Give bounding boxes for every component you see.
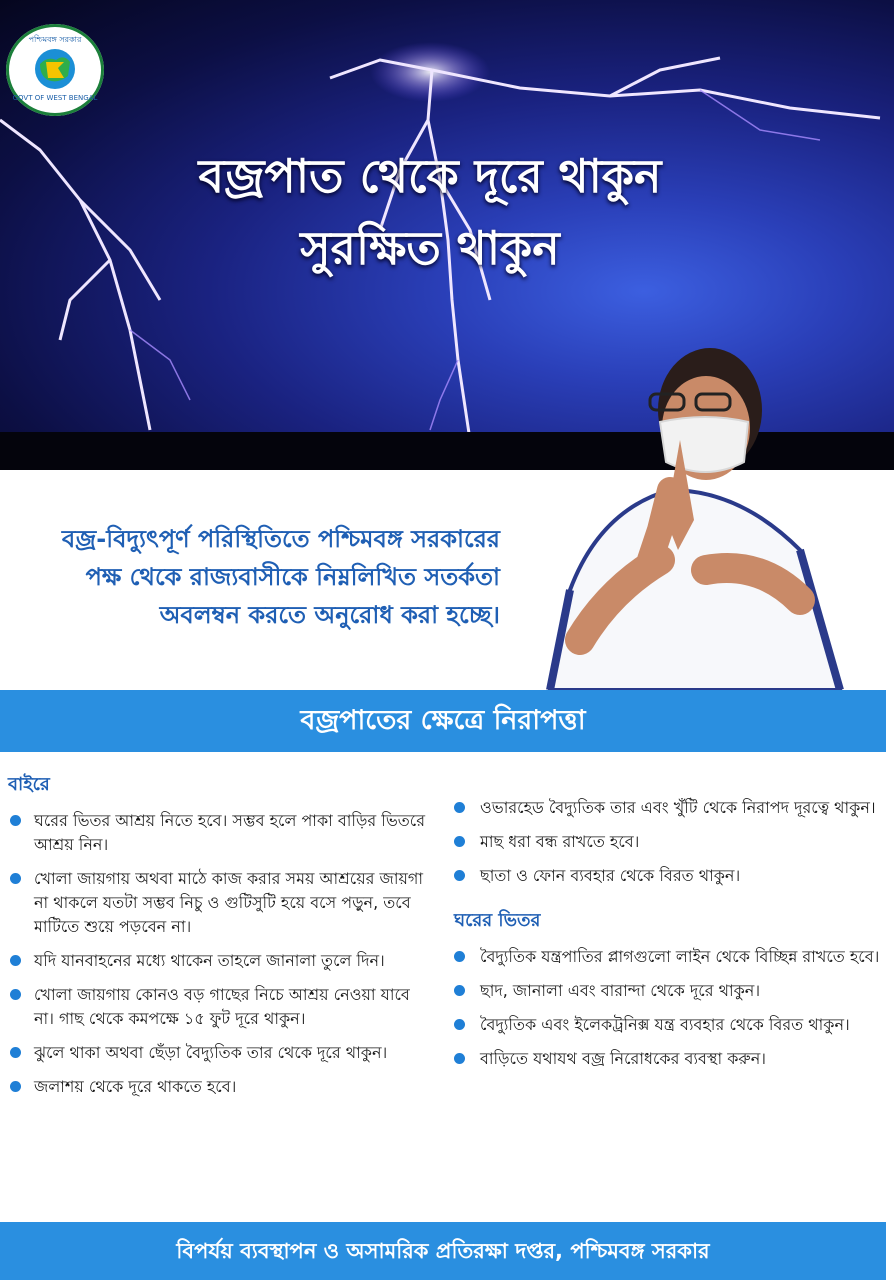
bullet-icon bbox=[454, 1019, 465, 1030]
logo-bottom-text: GOVT OF WEST BENGAL bbox=[12, 94, 98, 102]
bullet-icon bbox=[10, 1047, 21, 1058]
bullet-icon bbox=[10, 989, 21, 1000]
inside-heading: ঘরের ভিতর bbox=[454, 910, 541, 931]
list-item: বৈদ্যুতিক এবং ইলেকট্রনিক্স যন্ত্র ব্যবহার থেকে বিরত থাকুন। bbox=[446, 1013, 886, 1037]
bullet-icon bbox=[10, 955, 21, 966]
bullet-icon bbox=[454, 1053, 465, 1064]
list-item: খোলা জায়গায় কোনও বড় গাছের নিচে আশ্রয় নেওয়া যাবে না। গাছ থেকে কমপক্ষে ১৫ ফুট দূরে থাকুন। bbox=[0, 983, 430, 1031]
bullet-icon bbox=[454, 985, 465, 996]
poster-headline bbox=[130, 140, 730, 284]
right-column bbox=[446, 796, 886, 1081]
person-greeting-icon bbox=[510, 340, 850, 690]
bullet-icon bbox=[454, 951, 465, 962]
list-item: ওভারহেড বৈদ্যুতিক তার এবং খুঁটি থেকে নিরাপদ দূরত্বে থাকুন। bbox=[446, 796, 886, 820]
list-item: যদি যানবাহনের মধ্যে থাকেন তাহলে জানালা তুলে দিন। bbox=[0, 949, 430, 973]
government-logo bbox=[6, 24, 104, 116]
headline-line-2: সুরক্ষিত থাকুন bbox=[300, 221, 560, 275]
outside-list-continued bbox=[446, 796, 886, 888]
biswa-bangla-logo-icon bbox=[34, 48, 76, 90]
bullet-icon bbox=[10, 873, 21, 884]
list-item: ছাদ, জানালা এবং বারান্দা থেকে দূরে থাকুন। bbox=[446, 979, 886, 1003]
department-footer: বিপর্যয় ব্যবস্থাপন ও অসামরিক প্রতিরক্ষা দপ্তর, পশ্চিমবঙ্গ সরকার bbox=[0, 1222, 886, 1280]
list-item: খোলা জায়গায় অথবা মাঠে কাজ করার সময় আশ্রয়ের জায়গা না থাকলে যতটা সম্ভব নিচু ও গুটিসুটি হয়ে বসে পড়ুন, তবে মাটিতে শুয়ে পড়বেন না। bbox=[0, 867, 430, 939]
bullet-icon bbox=[10, 1081, 21, 1092]
bullet-icon bbox=[10, 815, 21, 826]
headline-line-1: বজ্রপাত থেকে দূরে থাকুন bbox=[198, 149, 662, 203]
list-item: মাছ ধরা বন্ধ রাখতে হবে। bbox=[446, 830, 886, 854]
outside-heading: বাইরে bbox=[8, 774, 50, 795]
list-item: ঝুলে থাকা অথবা ছেঁড়া বৈদ্যুতিক তার থেকে দূরে থাকুন। bbox=[0, 1041, 430, 1065]
logo-top-text: পশ্চিমবঙ্গ সরকার bbox=[28, 35, 82, 44]
inside-list bbox=[446, 945, 886, 1071]
list-item: ছাতা ও ফোন ব্যবহার থেকে বিরত থাকুন। bbox=[446, 864, 886, 888]
safety-banner: বজ্রপাতের ক্ষেত্রে নিরাপত্তা bbox=[0, 690, 886, 752]
bullet-icon bbox=[454, 802, 465, 813]
bullet-icon bbox=[454, 836, 465, 847]
list-item: বাড়িতে যথাযথ বজ্র নিরোধকের ব্যবস্থা করুন। bbox=[446, 1047, 886, 1071]
list-item: বৈদ্যুতিক যন্ত্রপাতির প্লাগগুলো লাইন থেকে বিচ্ছিন্ন রাখতে হবে। bbox=[446, 945, 886, 969]
list-item: ঘরের ভিতর আশ্রয় নিতে হবে। সম্ভব হলে পাকা বাড়ির ভিতরে আশ্রয় নিন। bbox=[0, 809, 430, 857]
intro-line-1: বজ্র-বিদ্যুৎপূর্ণ পরিস্থিতিতে পশ্চিমবঙ্গ সরকারের bbox=[61, 525, 500, 553]
outside-column bbox=[0, 770, 430, 1109]
bullet-icon bbox=[454, 870, 465, 881]
list-item: জলাশয় থেকে দূরে থাকতে হবে। bbox=[0, 1075, 430, 1099]
intro-line-3: অবলম্বন করতে অনুরোধ করা হচ্ছে। bbox=[159, 601, 500, 629]
intro-notice bbox=[0, 520, 500, 634]
outside-list bbox=[0, 809, 430, 1099]
intro-line-2: পক্ষ থেকে রাজ্যবাসীকে নিম্নলিখিত সতর্কতা bbox=[85, 563, 500, 591]
